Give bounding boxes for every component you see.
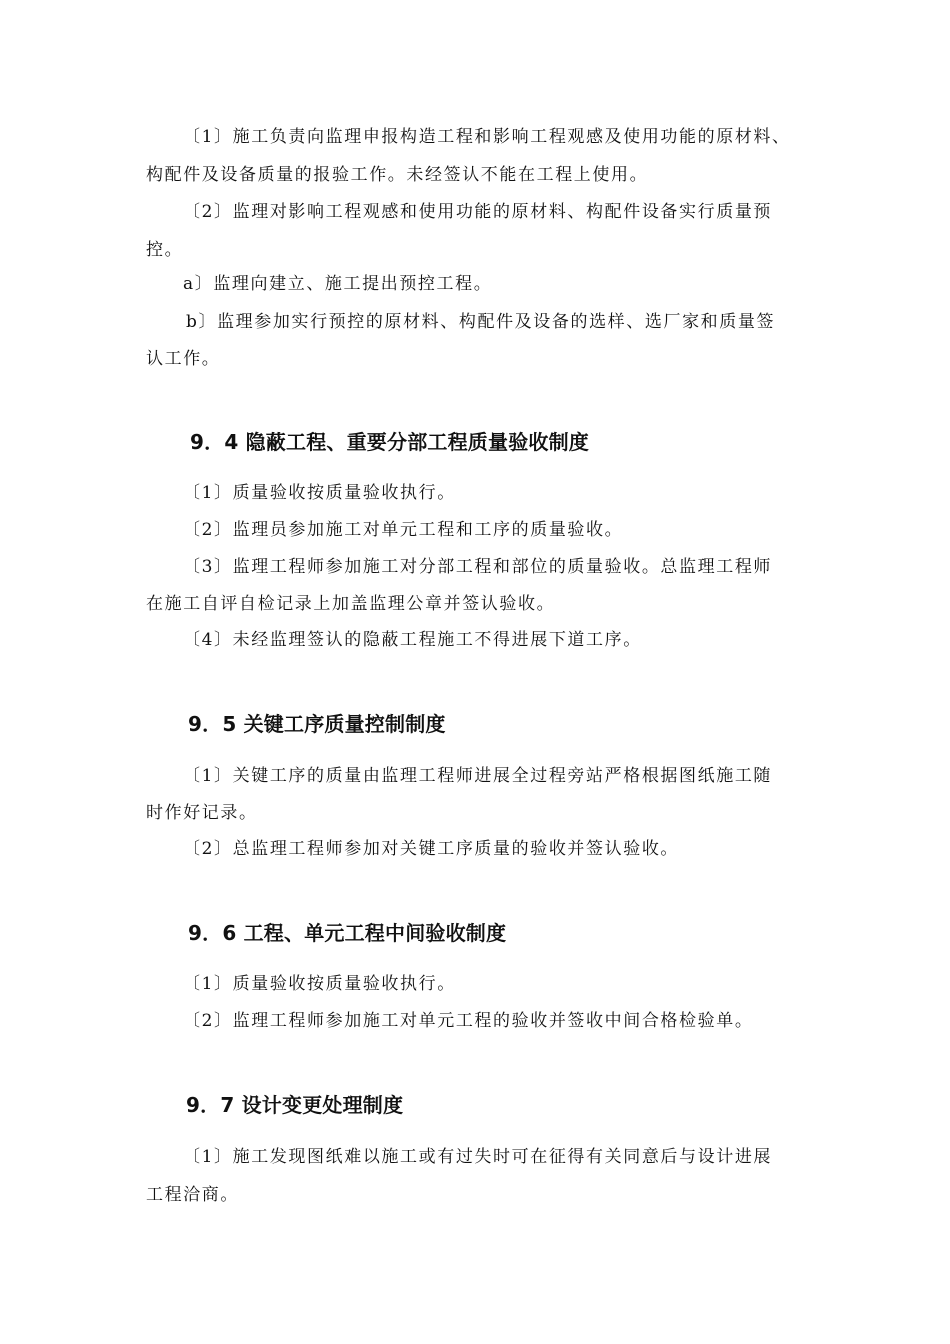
paragraph-line: 〔2〕监理工程师参加施工对单元工程的验收并签收中间合格检验单。	[183, 1011, 754, 1031]
section-heading: 9．7 设计变更处理制度	[186, 1093, 404, 1117]
paragraph-line: 〔1〕关键工序的质量由监理工程师进展全过程旁站严格根据图纸施工随	[183, 766, 773, 786]
paragraph-line: 认工作。	[146, 349, 221, 369]
paragraph-line: a〕监理向建立、施工提出预控工程。	[183, 274, 493, 294]
paragraph-line: 〔2〕监理对影响工程观感和使用功能的原材料、构配件设备实行质量预	[183, 202, 773, 222]
paragraph-line: 〔2〕总监理工程师参加对关键工序质量的验收并签认验收。	[183, 839, 680, 859]
paragraph-line: 在施工自评自检记录上加盖监理公章并签认验收。	[146, 594, 556, 614]
paragraph-line: 〔4〕未经监理签认的隐蔽工程施工不得进展下道工序。	[183, 630, 642, 650]
paragraph-line: 〔3〕监理工程师参加施工对分部工程和部位的质量验收。总监理工程师	[183, 557, 773, 577]
paragraph-line: 构配件及设备质量的报验工作。未经签认不能在工程上使用。	[146, 165, 649, 185]
paragraph-line: b〕监理参加实行预控的原材料、构配件及设备的选样、选厂家和质量签	[186, 312, 776, 332]
paragraph-line: 〔1〕施工发现图纸难以施工或有过失时可在征得有关同意后与设计进展	[183, 1147, 773, 1167]
paragraph-line: 〔2〕监理员参加施工对单元工程和工序的质量验收。	[183, 520, 624, 540]
paragraph-line: 时作好记录。	[146, 803, 258, 823]
section-heading: 9．6 工程、单元工程中间验收制度	[188, 921, 507, 945]
paragraph-line: 〔1〕质量验收按质量验收执行。	[183, 483, 456, 503]
section-heading: 9．5 关键工序质量控制制度	[188, 712, 446, 736]
paragraph-line: 〔1〕施工负责向监理申报构造工程和影响工程观感及使用功能的原材料、	[183, 127, 791, 147]
paragraph-line: 控。	[146, 240, 184, 260]
section-heading: 9．4 隐蔽工程、重要分部工程质量验收制度	[190, 430, 589, 454]
paragraph-line: 工程洽商。	[146, 1185, 239, 1205]
paragraph-line: 〔1〕质量验收按质量验收执行。	[183, 974, 456, 994]
